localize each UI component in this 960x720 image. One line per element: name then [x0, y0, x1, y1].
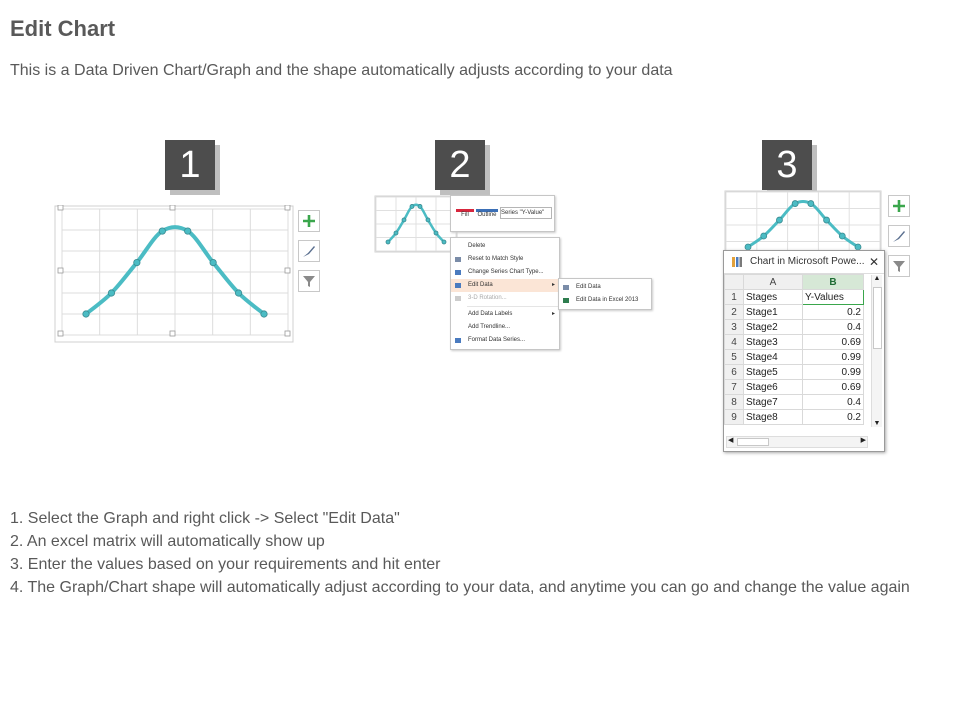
menu-label: Change Series Chart Type...	[468, 269, 544, 275]
page-title: Edit Chart	[10, 16, 116, 41]
cell-b[interactable]: 0.69	[803, 380, 864, 395]
chart-panel-2[interactable]	[374, 195, 458, 253]
cell-a[interactable]: Stage3	[744, 335, 803, 350]
cell-a[interactable]: Stage6	[744, 380, 803, 395]
menu-label: Reset to Match Style	[468, 256, 524, 262]
cell-b[interactable]: 0.2	[803, 305, 864, 320]
step-badge-3: 3	[762, 140, 812, 190]
chart-panel-1[interactable]	[54, 205, 294, 343]
data-point[interactable]	[410, 204, 414, 208]
cell-a[interactable]: Stage4	[744, 350, 803, 365]
page-subtitle: This is a Data Driven Chart/Graph and the shape automatically adjusts according to your data	[10, 62, 673, 79]
cell-b[interactable]: 0.2	[803, 410, 864, 425]
cell-a[interactable]: Stages	[744, 290, 803, 305]
fill-label: Fill	[461, 212, 469, 218]
scroll-thumb[interactable]	[873, 287, 882, 349]
cell-b[interactable]: 0.99	[803, 365, 864, 380]
resize-handle[interactable]	[285, 331, 290, 336]
instruction-line: 3. Enter the values based on your requirements and hit enter	[10, 556, 441, 573]
format-mini-toolbar[interactable]	[450, 195, 555, 232]
data-point[interactable]	[394, 231, 398, 235]
pen-icon	[476, 199, 498, 212]
data-point[interactable]	[808, 201, 814, 207]
vertical-scrollbar[interactable]	[871, 275, 882, 427]
row-header[interactable]: 5	[725, 350, 744, 365]
data-point[interactable]	[261, 311, 267, 317]
series-select-value: Series "Y-Value"	[501, 210, 545, 216]
chart-elements-button[interactable]	[298, 210, 320, 232]
series-select[interactable]	[500, 207, 552, 219]
edit-data-submenu[interactable]	[558, 278, 652, 310]
menu-item-format-data-series[interactable]	[451, 334, 559, 347]
cell-a[interactable]: Stage2	[744, 320, 803, 335]
reset-icon	[455, 257, 461, 262]
instruction-line: 2. An excel matrix will automatically show up	[10, 533, 325, 550]
resize-handle[interactable]	[58, 205, 63, 210]
data-point[interactable]	[134, 259, 140, 265]
row-header[interactable]: 1	[725, 290, 744, 305]
cell-b[interactable]: 0.99	[803, 350, 864, 365]
filter-icon	[889, 256, 909, 276]
outline-label: Outline	[477, 212, 497, 218]
menu-label: Delete	[468, 243, 486, 249]
menu-item-change-chart-type[interactable]	[451, 266, 559, 279]
cell-a[interactable]: Stage5	[744, 365, 803, 380]
row-header[interactable]: 4	[725, 335, 744, 350]
menu-label: Add Trendline...	[468, 324, 511, 330]
outline-button[interactable]	[476, 199, 498, 218]
chart-styles-button[interactable]	[888, 225, 910, 247]
scroll-right-icon[interactable]: ▶	[860, 437, 866, 444]
menu-label: Edit Data	[576, 284, 601, 290]
cell-b[interactable]: 0.4	[803, 320, 864, 335]
brush-icon	[889, 226, 909, 246]
data-point[interactable]	[442, 240, 446, 244]
delete-icon	[455, 244, 461, 249]
data-point[interactable]	[776, 217, 782, 223]
filter-icon	[299, 271, 319, 291]
chart-icon	[732, 257, 742, 267]
resize-handle[interactable]	[170, 205, 175, 210]
context-menu[interactable]	[450, 237, 560, 350]
excel-window-title: Chart in Microsoft Powe...	[750, 256, 865, 267]
data-point[interactable]	[761, 233, 767, 239]
data-point[interactable]	[792, 201, 798, 207]
data-point[interactable]	[210, 259, 216, 265]
menu-separator	[467, 306, 559, 307]
row-header[interactable]: 9	[725, 410, 744, 425]
chart-type-icon	[455, 270, 461, 275]
row-header[interactable]: 2	[725, 305, 744, 320]
data-point[interactable]	[185, 228, 191, 234]
row-header[interactable]: 6	[725, 365, 744, 380]
data-point[interactable]	[426, 218, 430, 222]
excel-icon	[563, 298, 569, 303]
submenu-item-edit-data[interactable]	[559, 281, 651, 294]
row-header[interactable]: 8	[725, 395, 744, 410]
data-point[interactable]	[235, 290, 241, 296]
data-point[interactable]	[402, 218, 406, 222]
resize-handle[interactable]	[285, 268, 290, 273]
submenu-item-edit-in-excel[interactable]	[559, 294, 651, 307]
cell-b[interactable]: Y-Values	[803, 290, 864, 305]
close-icon[interactable]: ✕	[868, 255, 879, 269]
paint-bucket-icon	[456, 199, 474, 212]
scroll-up-icon[interactable]: ▲	[873, 275, 881, 282]
rotation-icon	[455, 296, 461, 301]
resize-handle[interactable]	[170, 331, 175, 336]
instruction-line: 1. Select the Graph and right click -> Select "Edit Data"	[10, 510, 400, 527]
excel-window[interactable]	[723, 250, 885, 452]
row-header[interactable]: 7	[725, 380, 744, 395]
chart-elements-button[interactable]	[888, 195, 910, 217]
fill-button[interactable]	[456, 199, 474, 218]
data-point[interactable]	[839, 233, 845, 239]
plus-icon	[889, 196, 909, 216]
chart-filters-button[interactable]	[298, 270, 320, 292]
menu-item-add-data-labels[interactable]	[451, 308, 559, 321]
menu-label: Format Data Series...	[468, 337, 526, 343]
scroll-left-icon[interactable]: ◀	[728, 437, 734, 444]
chart-styles-button[interactable]	[298, 240, 320, 262]
step-badge-2: 2	[435, 140, 485, 190]
cell-a[interactable]: Stage1	[744, 305, 803, 320]
horizontal-scrollbar[interactable]	[726, 436, 868, 448]
data-point[interactable]	[434, 231, 438, 235]
scroll-down-icon[interactable]: ▼	[873, 420, 881, 427]
resize-handle[interactable]	[58, 268, 63, 273]
menu-label: Edit Data	[468, 282, 493, 288]
cell-b[interactable]: 0.69	[803, 335, 864, 350]
instruction-line: 4. The Graph/Chart shape will automatically adjust according to your data, and anytime you can go and change the value again	[10, 579, 910, 596]
resize-handle[interactable]	[285, 205, 290, 210]
menu-item-delete[interactable]	[451, 240, 559, 253]
menu-label: Edit Data in Excel 2013	[576, 297, 639, 303]
menu-item-reset-style[interactable]	[451, 253, 559, 266]
menu-item-3d-rotation[interactable]	[451, 292, 559, 305]
excel-grid[interactable]	[724, 274, 864, 425]
plus-icon	[299, 211, 319, 231]
column-header-a[interactable]: A	[744, 275, 803, 290]
step-badge-1: 1	[165, 140, 215, 190]
menu-item-add-trendline[interactable]	[451, 321, 559, 334]
row-header[interactable]: 3	[725, 320, 744, 335]
column-header-b[interactable]: B	[803, 275, 864, 290]
menu-label: 3-D Rotation...	[468, 295, 507, 301]
data-point[interactable]	[108, 290, 114, 296]
menu-item-edit-data[interactable]	[451, 279, 559, 292]
data-point[interactable]	[386, 240, 390, 244]
data-point[interactable]	[418, 204, 422, 208]
format-icon	[455, 338, 461, 343]
submenu-arrow-icon: ▸	[551, 282, 555, 288]
edit-data-icon	[563, 285, 569, 290]
cell-a[interactable]: Stage7	[744, 395, 803, 410]
corner-cell[interactable]	[725, 275, 744, 290]
cell-a[interactable]: Stage8	[744, 410, 803, 425]
scroll-thumb[interactable]	[737, 438, 769, 446]
instructions	[10, 507, 940, 599]
data-point[interactable]	[824, 217, 830, 223]
resize-handle[interactable]	[58, 331, 63, 336]
data-point[interactable]	[83, 311, 89, 317]
submenu-arrow-icon: ▸	[551, 311, 555, 317]
data-point[interactable]	[159, 228, 165, 234]
excel-title-bar[interactable]	[724, 251, 884, 274]
cell-b[interactable]: 0.4	[803, 395, 864, 410]
brush-icon	[299, 241, 319, 261]
menu-label: Add Data Labels	[468, 311, 513, 317]
edit-data-icon	[455, 283, 461, 288]
chart-filters-button[interactable]	[888, 255, 910, 277]
